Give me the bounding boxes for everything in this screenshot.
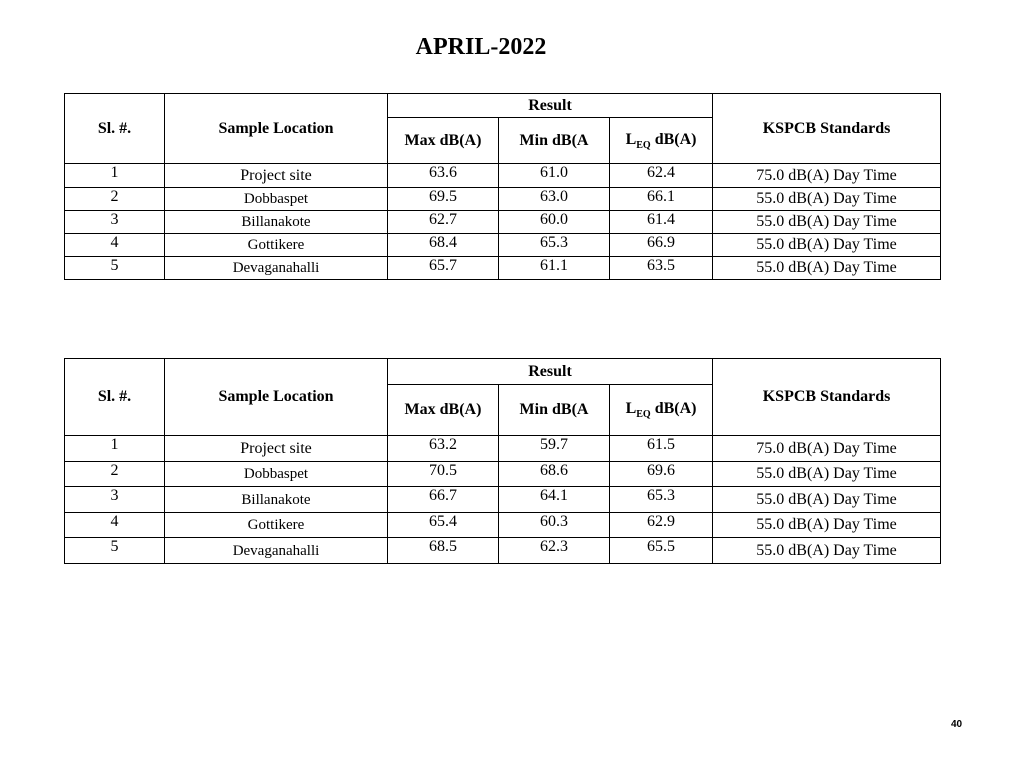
cell-max: 69.5 bbox=[388, 188, 499, 211]
cell-min: 59.7 bbox=[499, 436, 610, 462]
cell-max: 70.5 bbox=[388, 462, 499, 487]
table-row bbox=[65, 188, 941, 211]
leq-symbol: L bbox=[625, 400, 637, 417]
header-result: Result bbox=[388, 359, 713, 385]
cell-max: 66.7 bbox=[388, 487, 499, 513]
leq-subscript: EQ bbox=[636, 139, 651, 151]
leq-unit: dB(A) bbox=[650, 130, 697, 148]
cell-location: Gottikere bbox=[165, 234, 388, 257]
cell-leq: 66.9 bbox=[610, 234, 713, 257]
cell-leq: 62.4 bbox=[610, 164, 713, 188]
cell-leq: 65.3 bbox=[610, 487, 713, 513]
cell-leq: 61.4 bbox=[610, 211, 713, 234]
cell-leq: 61.5 bbox=[610, 436, 713, 462]
cell-location: Project site bbox=[165, 436, 388, 462]
table-row bbox=[65, 436, 941, 462]
table-row bbox=[65, 462, 941, 487]
cell-sl: 5 bbox=[65, 538, 165, 564]
cell-standard: 75.0 dB(A) Day Time bbox=[713, 164, 941, 188]
cell-location: Project site bbox=[165, 164, 388, 188]
cell-sl: 3 bbox=[65, 487, 165, 513]
header-leq bbox=[610, 385, 713, 436]
table-row bbox=[65, 538, 941, 564]
cell-standard: 55.0 dB(A) Day Time bbox=[713, 462, 941, 487]
cell-min: 64.1 bbox=[499, 487, 610, 513]
cell-min: 60.3 bbox=[499, 513, 610, 538]
table-row bbox=[65, 234, 941, 257]
cell-standard: 55.0 dB(A) Day Time bbox=[713, 188, 941, 211]
table-row bbox=[65, 513, 941, 538]
cell-min: 61.0 bbox=[499, 164, 610, 188]
cell-leq: 65.5 bbox=[610, 538, 713, 564]
cell-location: Billanakote bbox=[165, 211, 388, 234]
table-row bbox=[65, 211, 941, 234]
cell-location: Dobbaspet bbox=[165, 188, 388, 211]
cell-max: 65.7 bbox=[388, 257, 499, 280]
cell-standard: 55.0 dB(A) Day Time bbox=[713, 257, 941, 280]
cell-max: 65.4 bbox=[388, 513, 499, 538]
header-sl-no: Sl. #. bbox=[65, 94, 165, 164]
cell-location: Dobbaspet bbox=[165, 462, 388, 487]
cell-sl: 4 bbox=[65, 234, 165, 257]
cell-standard: 55.0 dB(A) Day Time bbox=[713, 487, 941, 513]
header-kspcb-standards: KSPCB Standards bbox=[713, 359, 941, 436]
leq-symbol: L bbox=[625, 130, 637, 148]
header-result: Result bbox=[388, 94, 713, 118]
cell-standard: 55.0 dB(A) Day Time bbox=[713, 513, 941, 538]
cell-max: 68.4 bbox=[388, 234, 499, 257]
cell-standard: 55.0 dB(A) Day Time bbox=[713, 211, 941, 234]
header-min: Min dB(A bbox=[499, 385, 610, 436]
cell-max: 62.7 bbox=[388, 211, 499, 234]
cell-min: 61.1 bbox=[499, 257, 610, 280]
cell-max: 63.6 bbox=[388, 164, 499, 188]
header-min: Min dB(A bbox=[499, 118, 610, 164]
cell-min: 63.0 bbox=[499, 188, 610, 211]
cell-sl: 5 bbox=[65, 257, 165, 280]
cell-leq: 62.9 bbox=[610, 513, 713, 538]
table-row bbox=[65, 487, 941, 513]
noise-results-table-2 bbox=[64, 358, 941, 564]
cell-location: Devaganahalli bbox=[165, 257, 388, 280]
cell-sl: 2 bbox=[65, 462, 165, 487]
cell-location: Devaganahalli bbox=[165, 538, 388, 564]
header-leq bbox=[610, 118, 713, 164]
cell-standard: 55.0 dB(A) Day Time bbox=[713, 234, 941, 257]
cell-min: 65.3 bbox=[499, 234, 610, 257]
cell-min: 60.0 bbox=[499, 211, 610, 234]
cell-sl: 1 bbox=[65, 436, 165, 462]
cell-sl: 2 bbox=[65, 188, 165, 211]
leq-subscript: EQ bbox=[636, 409, 651, 420]
header-max: Max dB(A) bbox=[388, 385, 499, 436]
cell-location: Billanakote bbox=[165, 487, 388, 513]
cell-leq: 66.1 bbox=[610, 188, 713, 211]
cell-min: 62.3 bbox=[499, 538, 610, 564]
header-sl-no: Sl. #. bbox=[65, 359, 165, 436]
header-kspcb-standards: KSPCB Standards bbox=[713, 94, 941, 164]
table-row bbox=[65, 257, 941, 280]
cell-leq: 63.5 bbox=[610, 257, 713, 280]
cell-standard: 55.0 dB(A) Day Time bbox=[713, 538, 941, 564]
cell-location: Gottikere bbox=[165, 513, 388, 538]
cell-leq: 69.6 bbox=[610, 462, 713, 487]
cell-max: 68.5 bbox=[388, 538, 499, 564]
header-sample-location: Sample Location bbox=[165, 359, 388, 436]
cell-sl: 4 bbox=[65, 513, 165, 538]
cell-min: 68.6 bbox=[499, 462, 610, 487]
page-title: APRIL-2022 bbox=[415, 34, 547, 60]
page-number: 40 bbox=[951, 719, 963, 730]
cell-sl: 1 bbox=[65, 164, 165, 188]
table-row bbox=[65, 164, 941, 188]
header-sample-location: Sample Location bbox=[165, 94, 388, 164]
leq-unit: dB(A) bbox=[650, 400, 697, 417]
cell-sl: 3 bbox=[65, 211, 165, 234]
noise-results-table-1 bbox=[64, 93, 941, 280]
cell-standard: 75.0 dB(A) Day Time bbox=[713, 436, 941, 462]
header-max: Max dB(A) bbox=[388, 118, 499, 164]
cell-max: 63.2 bbox=[388, 436, 499, 462]
